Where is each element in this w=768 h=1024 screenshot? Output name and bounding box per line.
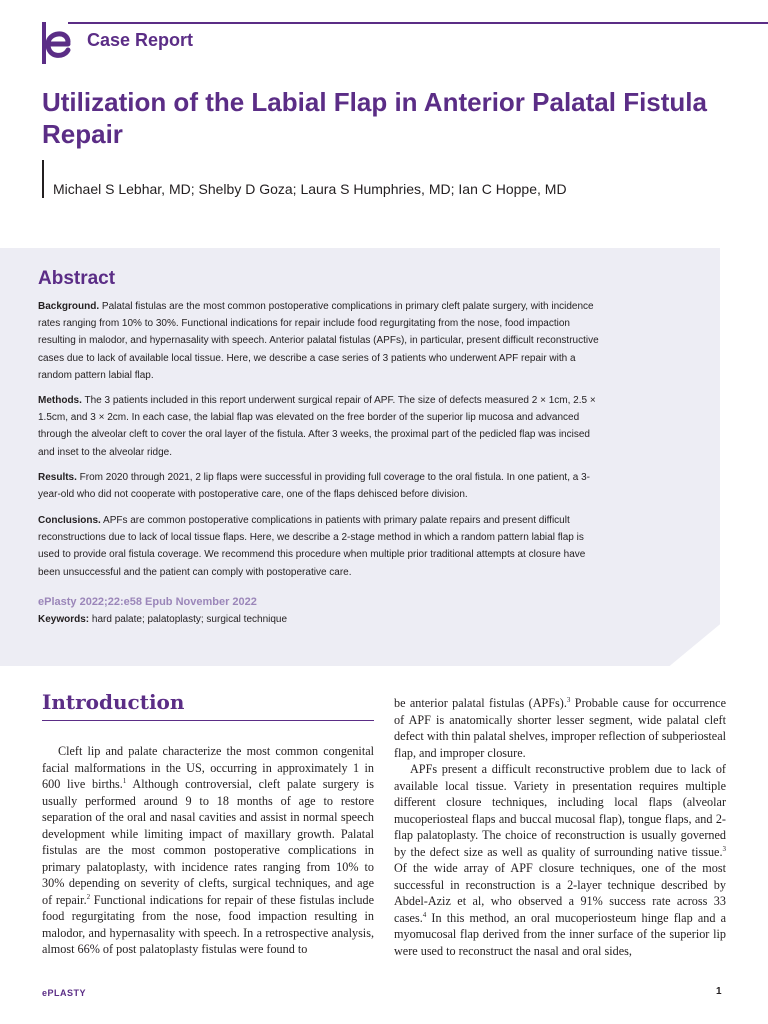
footer-journal: ePLASTY [42, 988, 87, 998]
text-run: Probable cause for occurrence of APF is anatomically shorter lesser segment, wide palatal cleft defect with thin palatal shelves, improper reflection of subperiosteal flap, and improper closure. [394, 696, 726, 760]
text-run: Functional indications for repair of these fistulas include food regurgitating from the nose, food impaction resulting in malodor, and hypernasality with speech. In a retrospective analysis, almost 66% of post palatoplasty fistulas were found to [42, 892, 374, 956]
text-run: Cleft lip and palate characterize the most common congenital facial malformations in the US, occurring in approximately 1 in 600 live births. [42, 744, 374, 791]
text-run: be anterior palatal fistulas (APFs). [394, 696, 567, 710]
background-text: Palatal fistulas are the most common postoperative complications in primary cleft palate surgery, with incidence rates ranging from 10% to 30%. Functional indications for repair include food regurgitating from the nose, food impaction resulting in malodor, and hypernasality with speech. Anterior palatal fistulas (APFs), in particular, present difficult reconstructive cases due to lack of available local tissue. Here, we describe a case series of 3 patients who underwent APF repair with a random pattern labial flap. [38, 301, 599, 381]
intro-paragraph [394, 761, 726, 959]
background-label: Background. [38, 301, 100, 312]
keywords [38, 614, 287, 625]
reference-mark: 4 [422, 910, 427, 919]
page-number: 1 [716, 986, 722, 997]
citation: ePlasty 2022;22:e58 Epub November 2022 [38, 596, 257, 608]
text-run: In this method, an oral mucoperiosteum hinge flap and a myomucosal flap derived from the inner surface of the superior lip were used to reconstruct the nasal and oral sides, [394, 910, 726, 958]
article-category: Case Report [87, 30, 194, 50]
text-run: Although controversial, cleft palate surgery is usually performed around 9 to 18 months of age to restore separation of the oral and nasal cavities and assist in normal speech development while limiting impact of maxillary growth. Palatal fistulas are the most common postoperative complications in primary palatoplasty, with incidence rates ranging from 10% to 30% depending on severity of clefts, surgical techniques, and age of repair. [42, 777, 374, 907]
results-text: From 2020 through 2021, 2 lip flaps were successful in providing full coverage to the oral fistula. In one patient, a 3-year-old who did not cooperate with postoperative care, one of the flaps dehisced before division. [38, 472, 590, 501]
introduction-rule [42, 720, 374, 721]
intro-column-left [42, 743, 374, 958]
abstract-background [38, 298, 608, 384]
conclusions-label: Conclusions. [38, 515, 101, 526]
intro-paragraph [42, 743, 374, 958]
abstract-heading: Abstract [38, 268, 116, 289]
abstract-results [38, 469, 608, 503]
abstract-methods [38, 392, 608, 461]
keywords-label: Keywords: [38, 614, 90, 625]
results-label: Results. [38, 472, 77, 483]
intro-column-right [394, 695, 726, 959]
methods-label: Methods. [38, 395, 82, 406]
conclusions-text: APFs are common postoperative complications in patients with primary palate repairs and present difficult reconstructions due to lack of local tissue flaps. Here, we describe a 2-stage method in which a random pattern labial flap is used to provide oral fistula coverage. We recommend this procedure when multiple prior traditional attempts at closure have been unsuccessful and the patient can comply with postoperative care. [38, 515, 586, 578]
methods-text: The 3 patients included in this report underwent surgical repair of APF. The size of defects measured 2 × 1cm, 2.5 × 1.5cm, and 3 × 2cm. In each case, the labial flap was elevated on the free border of the superior lip mucosa and advanced through the alveolar cleft to cover the oral layer of the fistula. After 3 weeks, the proximal part of the pedicled flap was incised and inset to the alveolar ridge. [38, 395, 596, 458]
article-title: Utilization of the Labial Flap in Anterior Palatal Fistula Repair [42, 87, 707, 149]
reference-mark: 3 [566, 695, 571, 704]
intro-paragraph [394, 695, 726, 761]
keywords-text: hard palate; palatoplasty; surgical technique [89, 614, 288, 625]
abstract-conclusions [38, 512, 608, 581]
eplasty-logo-icon [40, 20, 74, 66]
header-rule [68, 22, 768, 24]
reference-mark: 2 [86, 892, 91, 901]
text-run: APFs present a difficult reconstructive problem due to lack of available local tissue. Variety in presentation requires multiple different closure techniques, including local flaps (alveolar mucoperiosteal flaps and buccal mucosal flap), tongue flaps, and 2-flap palatoplasty. The choice of reconstruction is usually governed by the defect size as well as quality of surrounding native tissue. [394, 762, 726, 859]
author-list: Michael S Lebhar, MD; Shelby D Goza; Laura S Humphries, MD; Ian C Hoppe, MD [53, 181, 567, 197]
authors-divider [42, 160, 44, 198]
reference-mark: 1 [122, 776, 127, 785]
introduction-heading: Introduction [42, 690, 185, 714]
text-run: Of the wide array of APF closure techniques, one of the most successful in reconstruction is a 2-layer technique described by Abdel-Aziz et al, who observed a 91% success rate across 33 cases. [394, 861, 726, 925]
reference-mark: 3 [722, 844, 726, 853]
